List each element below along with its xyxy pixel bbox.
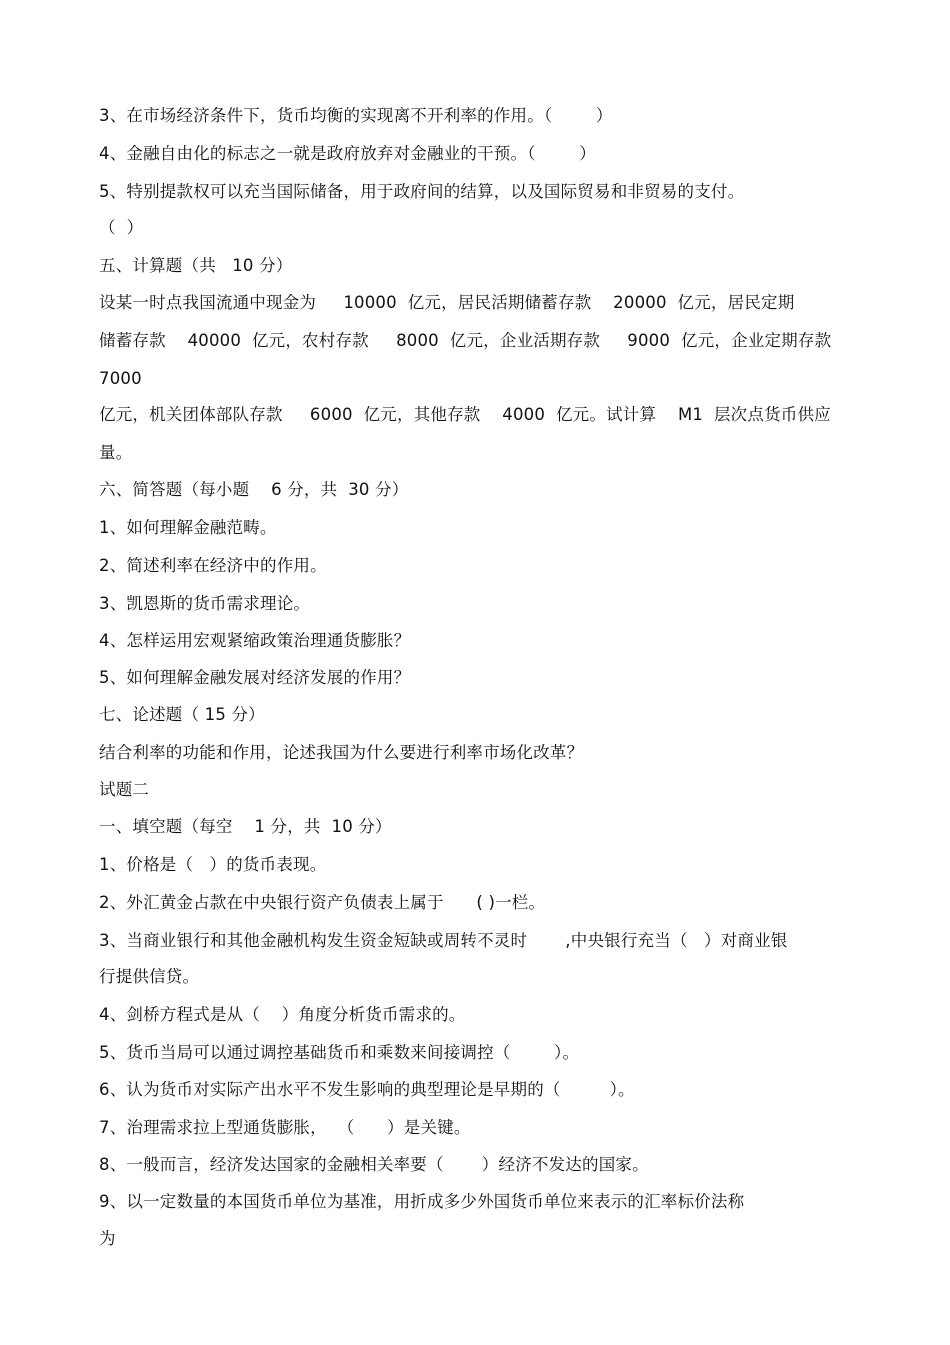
text-line-fill-8: 8、一般而言，经济发达国家的金融相关率要（ ）经济不发达的国家。 <box>99 1155 649 1174</box>
text-line-fill-1: 1、价格是（ ）的货币表现。 <box>99 855 327 874</box>
text-line-short-3: 3、凯恩斯的货币需求理论。 <box>99 594 311 613</box>
text-line-fill-2: 2、外汇黄金占款在中央银行资产负债表上属于 ( )一栏。 <box>99 893 546 912</box>
text-line-calc-3: 7000 <box>99 369 142 388</box>
section-heading-short-answer: 六、简答题（每小题 6 分，共 30 分） <box>99 480 409 499</box>
section-heading-calculation: 五、计算题（共 10 分） <box>99 256 293 275</box>
text-line-fill-3a: 3、当商业银行和其他金融机构发生资金短缺或周转不灵时 ,中央银行充当（ ）对商业银 <box>99 931 788 950</box>
text-line-fill-4: 4、剑桥方程式是从（ ）角度分析货币需求的。 <box>99 1005 466 1024</box>
text-line-calc-1: 设某一时点我国流通中现金为 10000 亿元，居民活期储蓄存款 20000 亿元，居民定期 <box>99 293 795 312</box>
text-line-short-1: 1、如何理解金融范畴。 <box>99 518 277 537</box>
text-line-calc-2: 储蓄存款 40000 亿元，农村存款 8000 亿元，企业活期存款 9000 亿元，企业定期存款 <box>99 331 832 350</box>
text-line-short-4: 4、怎样运用宏观紧缩政策治理通货膨胀？ <box>99 631 411 650</box>
text-line-essay: 结合利率的功能和作用，论述我国为什么要进行利率市场化改革？ <box>99 743 584 762</box>
text-line-fill-9a: 9、以一定数量的本国货币单位为基准，用折成多少外国货币单位来表示的汇率标价法称 <box>99 1192 745 1211</box>
text-line-q4-liberalization: 4、金融自由化的标志之一就是政府放弃对金融业的干预。（ ） <box>99 144 596 163</box>
text-line-q3-interest-rate: 3、在市场经济条件下，货币均衡的实现离不开利率的作用。（ ） <box>99 106 613 125</box>
text-line-q5-sdr: 5、特别提款权可以充当国际储备，用于政府间的结算，以及国际贸易和非贸易的支付。 <box>99 182 745 201</box>
section-heading-fill-in: 一、填空题（每空 1 分，共 10 分） <box>99 817 392 836</box>
text-line-fill-6: 6、认为货币对实际产出水平不发生影响的典型理论是早期的（ ）。 <box>99 1080 635 1099</box>
text-line-calc-5: 量。 <box>99 443 133 462</box>
text-line-calc-4: 亿元，机关团体部队存款 6000 亿元，其他存款 4000 亿元。试计算 M1 层次点货币供应 <box>99 405 831 424</box>
text-line-short-5: 5、如何理解金融发展对经济发展的作用？ <box>99 668 411 687</box>
text-line-q5-blank: （ ） <box>99 218 144 237</box>
section-heading-essay: 七、论述题（ 15 分） <box>99 705 265 724</box>
section-heading-exam-two: 试题二 <box>99 780 150 799</box>
text-line-fill-7: 7、治理需求拉上型通货膨胀， （ ）是关键。 <box>99 1118 471 1137</box>
text-line-fill-3b: 行提供信贷。 <box>99 967 200 986</box>
text-line-fill-5: 5、货币当局可以通过调控基础货币和乘数来间接调控（ ）。 <box>99 1043 580 1062</box>
text-line-fill-9b: 为 <box>99 1229 116 1248</box>
text-line-short-2: 2、简述利率在经济中的作用。 <box>99 556 327 575</box>
